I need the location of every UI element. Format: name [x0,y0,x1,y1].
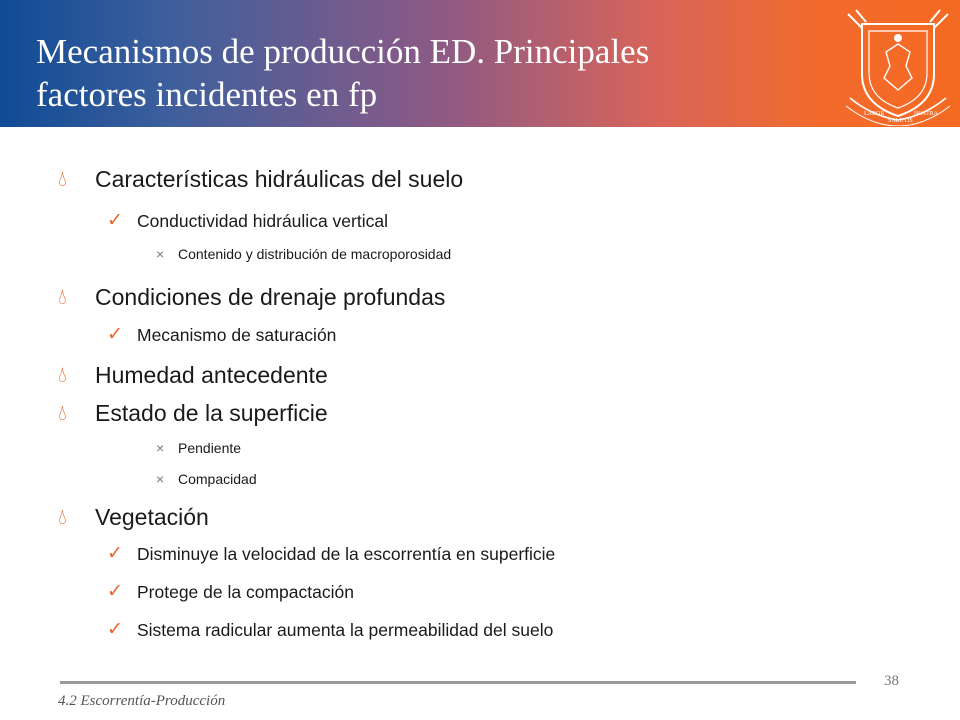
cross-icon: × [156,471,165,487]
page-number: 38 [884,673,899,689]
bullet-text: Contenido y distribución de macroporosidad [178,246,452,262]
bullet-text: Condiciones de drenaje profundas [95,284,446,310]
crest-motto-1: LABOR [864,111,885,117]
bullet-text: Estado de la superficie [95,400,328,426]
cross-icon: × [156,246,165,262]
bullet-item [58,439,918,457]
bullet-item [58,210,918,232]
bullet-item [58,581,918,603]
drop-icon: 💧︎ [58,362,67,387]
check-icon: ✓ [107,543,123,564]
check-icon: ✓ [107,324,123,345]
title-banner [0,0,960,127]
drop-icon: 💧︎ [58,504,67,529]
bullet-text: Mecanismo de saturación [137,325,337,345]
footer-section-label: 4.2 Escorrentía-Producción [58,693,226,709]
bullet-item [58,165,918,193]
bullet-list [58,165,918,641]
drop-icon: 💧︎ [58,284,67,309]
university-crest-icon [842,4,954,126]
title-line-2: factores incidentes en fp [36,75,378,114]
bullet-text: Protege de la compactación [137,582,354,602]
bullet-item [58,503,918,531]
bullet-item [58,283,918,311]
bullet-item [58,543,918,565]
check-icon: ✓ [107,210,123,231]
drop-icon: 💧︎ [58,166,67,191]
bullet-text: Conductividad hidráulica vertical [137,211,388,231]
bullet-item [58,361,918,389]
bullet-text: Humedad antecedente [95,362,328,388]
check-icon: ✓ [107,581,123,602]
bullet-item [58,399,918,427]
title-line-1: Mecanismos de producción ED. Principales [36,32,650,71]
drop-icon: 💧︎ [58,400,67,425]
crest-motto-3: NOSTRA [914,111,939,117]
bullet-text: Disminuye la velocidad de la escorrentía en superficie [137,544,556,564]
bullet-text: Características hidráulicas del suelo [95,166,464,192]
bullet-item [58,245,918,263]
crest-motto-2: SALUTIS [888,118,913,124]
bullet-text: Vegetación [95,504,209,530]
bullet-text: Sistema radicular aumenta la permeabilidad del suelo [137,620,554,640]
slide-title [36,30,836,116]
bullet-item [58,470,918,488]
cross-icon: × [156,440,165,456]
bullet-text: Pendiente [178,440,242,456]
bullet-item [58,619,918,641]
check-icon: ✓ [107,619,123,640]
footer-divider [60,681,856,684]
bullet-item [58,324,918,346]
bullet-text: Compacidad [178,471,257,487]
